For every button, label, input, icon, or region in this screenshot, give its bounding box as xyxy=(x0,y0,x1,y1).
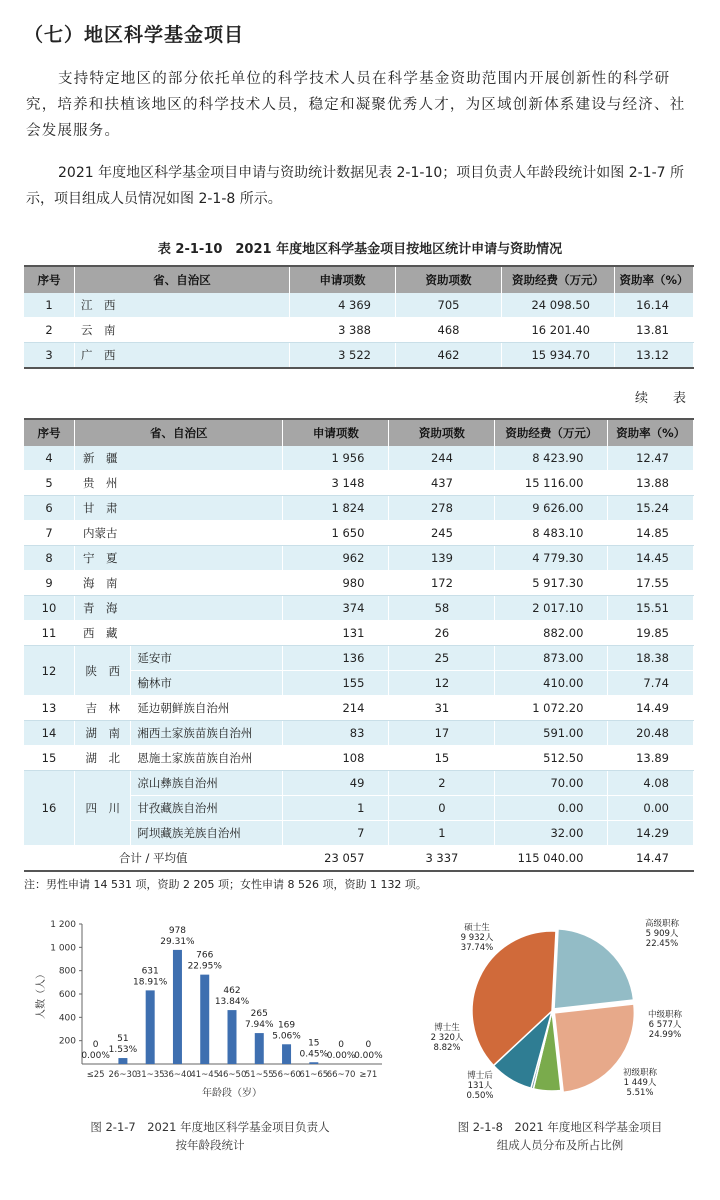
header-rate: 资助率（%） xyxy=(608,419,694,446)
cell-funds: 410.00 xyxy=(495,671,608,696)
cell-apps: 214 xyxy=(283,696,389,721)
cell-rate: 14.85 xyxy=(608,521,694,546)
cell-region: 广 西 xyxy=(75,343,290,369)
figure-2-1-8-caption xyxy=(400,1118,720,1154)
cell-rate: 4.08 xyxy=(608,771,694,796)
cell-apps: 962 xyxy=(283,546,389,571)
caption-line: 组成人员分布及所占比例 xyxy=(496,1138,624,1152)
cell-funds: 9 626.00 xyxy=(495,496,608,521)
cell-funds: 591.00 xyxy=(495,721,608,746)
cell-no: 5 xyxy=(24,471,75,496)
cell-no: 8 xyxy=(24,546,75,571)
slice-label: 0.50% xyxy=(466,1091,494,1101)
x-tick-label: ≥71 xyxy=(359,1070,378,1080)
cell-apps: 1 xyxy=(283,796,389,821)
bar xyxy=(118,1058,127,1064)
cell-funded: 244 xyxy=(389,446,495,471)
slice-label: 高级职称 xyxy=(644,919,680,929)
table-header-row xyxy=(24,419,694,446)
table-row xyxy=(24,496,694,521)
x-tick-label: 26~30 xyxy=(108,1070,138,1080)
table-row xyxy=(24,721,694,746)
cell-funds: 32.00 xyxy=(495,821,608,846)
slice-label: 37.74% xyxy=(460,943,494,953)
cell-apps: 3 148 xyxy=(283,471,389,496)
slice-label: 131人 xyxy=(467,1081,493,1091)
header-region: 省、自治区 xyxy=(75,266,290,293)
cell-funds: 115 040.00 xyxy=(495,846,608,872)
cell-subregion: 凉山彝族自治州 xyxy=(131,771,283,796)
cell-apps: 3 522 xyxy=(290,343,396,369)
cell-funds: 8 483.10 xyxy=(495,521,608,546)
data-label: 766 xyxy=(196,950,214,961)
data-label: 15 xyxy=(308,1038,320,1049)
cell-rate: 14.45 xyxy=(608,546,694,571)
cell-funds: 15 116.00 xyxy=(495,471,608,496)
cell-funded: 25 xyxy=(389,646,495,671)
cell-funds: 882.00 xyxy=(495,621,608,646)
bar xyxy=(173,950,182,1064)
data-label: 0.00% xyxy=(354,1051,383,1061)
region-table-part2 xyxy=(24,418,694,872)
region-table-part1 xyxy=(24,265,694,369)
table-row xyxy=(24,646,694,671)
age-bar-chart xyxy=(30,912,400,1114)
x-tick-label: 46~50 xyxy=(217,1070,247,1080)
cell-rate: 20.48 xyxy=(608,721,694,746)
table-note: 注：男性申请 14 531 项，资助 2 205 项；女性申请 8 526 项，资助 1 132 项。 xyxy=(24,878,427,891)
cell-region: 吉 林 xyxy=(75,696,131,721)
cell-apps: 980 xyxy=(283,571,389,596)
cell-no: 13 xyxy=(24,696,75,721)
slice-label: 6 577人 xyxy=(648,1020,682,1030)
data-label: 51 xyxy=(117,1034,129,1045)
cell-rate: 15.51 xyxy=(608,596,694,621)
slice-label: 博士后 xyxy=(467,1071,493,1081)
data-label: 1.53% xyxy=(108,1045,138,1056)
data-label: 0.00% xyxy=(326,1051,356,1061)
cell-funds: 24 098.50 xyxy=(502,293,615,318)
data-label: 631 xyxy=(141,966,159,977)
cell-no: 9 xyxy=(24,571,75,596)
cell-subregion: 湘西土家族苗族自治州 xyxy=(131,721,283,746)
data-label: 5.06% xyxy=(272,1031,301,1042)
data-label: 0 xyxy=(338,1040,344,1050)
cell-funds: 0.00 xyxy=(495,796,608,821)
table-row xyxy=(24,596,694,621)
cell-region: 云 南 xyxy=(75,318,290,343)
stats-paragraph: 2021 年度地区科学基金项目申请与资助统计数据见表 2-1-10；项目负责人年龄段统计如图 2-1-7 所示，项目组成人员情况如图 2-1-8 所示。 xyxy=(26,165,684,207)
cell-region: 四 川 xyxy=(75,771,131,846)
cell-funds: 8 423.90 xyxy=(495,446,608,471)
cell-no: 14 xyxy=(24,721,75,746)
header-apps: 申请项数 xyxy=(290,266,396,293)
y-axis-label: 人数（人） xyxy=(36,969,47,1019)
cell-funds: 2 017.10 xyxy=(495,596,608,621)
data-label: 978 xyxy=(168,925,187,936)
cell-region: 江 西 xyxy=(75,293,290,318)
cell-subregion: 甘孜藏族自治州 xyxy=(131,796,283,821)
cell-region: 海 南 xyxy=(75,571,283,596)
cell-funds: 4 779.30 xyxy=(495,546,608,571)
x-tick-label: 61~65 xyxy=(299,1070,329,1080)
header-no: 序号 xyxy=(24,266,75,293)
caption-line: 图 2-1-7 2021 年度地区科学基金项目负责人 xyxy=(90,1120,330,1134)
cell-rate: 17.55 xyxy=(608,571,694,596)
table-row xyxy=(24,746,694,771)
cell-region: 新 疆 xyxy=(75,446,283,471)
slice-label: 中级职称 xyxy=(647,1010,683,1020)
header-no: 序号 xyxy=(24,419,75,446)
cell-funded: 17 xyxy=(389,721,495,746)
cell-no: 1 xyxy=(24,293,75,318)
cell-funds: 873.00 xyxy=(495,646,608,671)
cell-rate: 16.14 xyxy=(615,293,694,318)
y-tick-label: 1 000 xyxy=(50,943,76,954)
cell-funded: 58 xyxy=(389,596,495,621)
cell-apps: 1 650 xyxy=(283,521,389,546)
x-tick-label: 56~60 xyxy=(272,1070,301,1080)
cell-funds: 15 934.70 xyxy=(502,343,615,369)
y-tick-label: 400 xyxy=(58,1013,76,1024)
x-tick-label: 36~40 xyxy=(163,1070,192,1080)
cell-apps: 374 xyxy=(283,596,389,621)
cell-rate: 12.47 xyxy=(608,446,694,471)
cell-apps: 1 956 xyxy=(283,446,389,471)
cell-rate: 14.29 xyxy=(608,821,694,846)
cell-rate: 7.74 xyxy=(608,671,694,696)
cell-funded: 31 xyxy=(389,696,495,721)
cell-apps: 155 xyxy=(283,671,389,696)
bar xyxy=(255,1033,264,1064)
y-tick-label: 1 200 xyxy=(50,920,76,930)
data-label: 7.94% xyxy=(244,1020,274,1031)
header-funds: 资助经费（万元） xyxy=(502,266,615,293)
table-header-row xyxy=(24,266,694,293)
table-row xyxy=(24,343,694,369)
table-row xyxy=(24,621,694,646)
data-label: 0.00% xyxy=(81,1051,110,1061)
table-row xyxy=(24,471,694,496)
bar xyxy=(228,1010,237,1064)
cell-region: 湖 北 xyxy=(75,746,131,771)
cell-apps: 83 xyxy=(283,721,389,746)
cell-rate: 19.85 xyxy=(608,621,694,646)
cell-funded: 3 337 xyxy=(389,846,495,872)
cell-funded: 0 xyxy=(389,796,495,821)
data-label: 0 xyxy=(92,1040,99,1050)
cell-funded: 2 xyxy=(389,771,495,796)
cell-apps: 1 824 xyxy=(283,496,389,521)
section-title: （七）地区科学基金项目 xyxy=(24,24,245,46)
y-tick-label: 800 xyxy=(58,966,76,977)
cell-no: 4 xyxy=(24,446,75,471)
cell-funded: 172 xyxy=(389,571,495,596)
cell-region: 青 海 xyxy=(75,596,283,621)
cell-no: 16 xyxy=(24,771,75,846)
slice-label: 8.82% xyxy=(433,1043,461,1053)
table-row xyxy=(24,696,694,721)
cell-apps: 3 388 xyxy=(290,318,396,343)
cell-rate: 13.81 xyxy=(615,318,694,343)
cell-funded: 15 xyxy=(389,746,495,771)
cell-apps: 131 xyxy=(283,621,389,646)
cell-apps: 4 369 xyxy=(290,293,396,318)
pie-slice xyxy=(554,929,634,1009)
cell-rate: 14.49 xyxy=(608,696,694,721)
data-label: 0.45% xyxy=(299,1049,329,1060)
cell-funded: 245 xyxy=(389,521,495,546)
cell-no: 15 xyxy=(24,746,75,771)
cell-apps: 136 xyxy=(283,646,389,671)
data-label: 22.95% xyxy=(187,961,222,972)
cell-rate: 13.89 xyxy=(608,746,694,771)
cell-no: 6 xyxy=(24,496,75,521)
slice-label: 5.51% xyxy=(626,1088,654,1098)
cell-funded: 12 xyxy=(389,671,495,696)
cell-region: 陕 西 xyxy=(75,646,131,696)
data-label: 0 xyxy=(365,1040,372,1050)
intro-paragraph: 支持特定地区的部分依托单位的科学技术人员在科学基金资助范围内开展创新性的科学研究，培养和扶植该地区的科学技术人员，稳定和凝聚优秀人才，为区域创新体系建设与经济、社会发展服务。 xyxy=(26,71,686,139)
cell-funded: 1 xyxy=(389,821,495,846)
table-row xyxy=(24,546,694,571)
caption-line: 图 2-1-8 2021 年度地区科学基金项目 xyxy=(457,1120,663,1134)
slice-label: 2 320人 xyxy=(430,1033,464,1043)
caption-line: 按年龄段统计 xyxy=(175,1138,245,1152)
table-caption: 表 2-1-10 2021 年度地区科学基金项目按地区统计申请与资助情况 xyxy=(157,242,563,257)
header-rate: 资助率（%） xyxy=(615,266,694,293)
cell-rate: 18.38 xyxy=(608,646,694,671)
slice-label: 硕士生 xyxy=(464,923,490,933)
data-label: 13.84% xyxy=(214,997,250,1008)
cell-region: 西 藏 xyxy=(75,621,283,646)
cell-apps: 23 057 xyxy=(283,846,389,872)
header-region: 省、自治区 xyxy=(75,419,283,446)
cell-subregion: 榆林市 xyxy=(131,671,283,696)
slice-label: 9 932人 xyxy=(460,933,494,943)
header-funded: 资助项数 xyxy=(396,266,502,293)
data-label: 18.91% xyxy=(133,977,168,988)
bar xyxy=(200,975,209,1064)
cell-funds: 512.50 xyxy=(495,746,608,771)
cell-rate: 15.24 xyxy=(608,496,694,521)
y-tick-label: 600 xyxy=(58,990,76,1000)
cell-rate: 14.47 xyxy=(608,846,694,872)
bar xyxy=(146,990,155,1064)
data-label: 265 xyxy=(250,1009,268,1020)
cell-rate: 13.12 xyxy=(615,343,694,369)
cell-funded: 437 xyxy=(389,471,495,496)
cell-funded: 139 xyxy=(389,546,495,571)
cell-no: 2 xyxy=(24,318,75,343)
slice-label: 初级职称 xyxy=(622,1068,658,1078)
cell-no: 3 xyxy=(24,343,75,369)
cell-rate: 13.88 xyxy=(608,471,694,496)
cell-funds: 70.00 xyxy=(495,771,608,796)
cell-funded: 462 xyxy=(396,343,502,369)
bar xyxy=(309,1062,318,1064)
cell-funds: 16 201.40 xyxy=(502,318,615,343)
cell-subregion: 恩施土家族苗族自治州 xyxy=(131,746,283,771)
table-row xyxy=(24,293,694,318)
cell-funded: 26 xyxy=(389,621,495,646)
cell-no: 11 xyxy=(24,621,75,646)
cell-region: 内蒙古 xyxy=(75,521,283,546)
header-apps: 申请项数 xyxy=(283,419,389,446)
cell-total-label: 合计 / 平均值 xyxy=(24,846,283,872)
cell-subregion: 延安市 xyxy=(131,646,283,671)
cell-region: 宁 夏 xyxy=(75,546,283,571)
figure-2-1-7-caption xyxy=(60,1118,360,1154)
slice-label: 22.45% xyxy=(645,939,679,949)
personnel-pie-chart xyxy=(415,912,720,1112)
cell-apps: 49 xyxy=(283,771,389,796)
x-tick-label: ≤25 xyxy=(86,1070,105,1080)
x-tick-label: 41~45 xyxy=(190,1070,220,1080)
total-row xyxy=(24,846,694,872)
data-label: 29.31% xyxy=(160,936,195,947)
table-row xyxy=(24,446,694,471)
slice-label: 1 449人 xyxy=(623,1078,657,1088)
bar xyxy=(282,1044,291,1064)
y-tick-label: 200 xyxy=(58,1036,76,1047)
cell-funds: 1 072.20 xyxy=(495,696,608,721)
cell-region: 贵 州 xyxy=(75,471,283,496)
cell-apps: 7 xyxy=(283,821,389,846)
data-label: 462 xyxy=(223,986,241,997)
x-tick-label: 31~35 xyxy=(135,1070,165,1080)
cell-no: 10 xyxy=(24,596,75,621)
table-row xyxy=(24,521,694,546)
cell-region: 甘 肃 xyxy=(75,496,283,521)
table-row xyxy=(24,771,694,796)
cell-subregion: 阿坝藏族羌族自治州 xyxy=(131,821,283,846)
header-funds: 资助经费（万元） xyxy=(495,419,608,446)
table-row xyxy=(24,571,694,596)
x-axis-label: 年龄段（岁） xyxy=(202,1088,262,1099)
x-tick-label: 66~70 xyxy=(326,1070,356,1080)
cell-apps: 108 xyxy=(283,746,389,771)
cell-funded: 705 xyxy=(396,293,502,318)
cell-funded: 278 xyxy=(389,496,495,521)
x-tick-label: 51~55 xyxy=(244,1070,274,1080)
pie-slice xyxy=(554,1004,634,1092)
continued-label: 续 表 xyxy=(634,391,692,406)
table-row xyxy=(24,318,694,343)
header-funded: 资助项数 xyxy=(389,419,495,446)
cell-no: 7 xyxy=(24,521,75,546)
cell-no: 12 xyxy=(24,646,75,696)
cell-funded: 468 xyxy=(396,318,502,343)
slice-label: 5 909人 xyxy=(645,929,679,939)
slice-label: 24.99% xyxy=(648,1030,682,1040)
cell-funds: 5 917.30 xyxy=(495,571,608,596)
cell-rate: 0.00 xyxy=(608,796,694,821)
data-label: 169 xyxy=(277,1020,296,1031)
slice-label: 博士生 xyxy=(434,1023,460,1033)
cell-subregion: 延边朝鲜族自治州 xyxy=(131,696,283,721)
cell-region: 湖 南 xyxy=(75,721,131,746)
